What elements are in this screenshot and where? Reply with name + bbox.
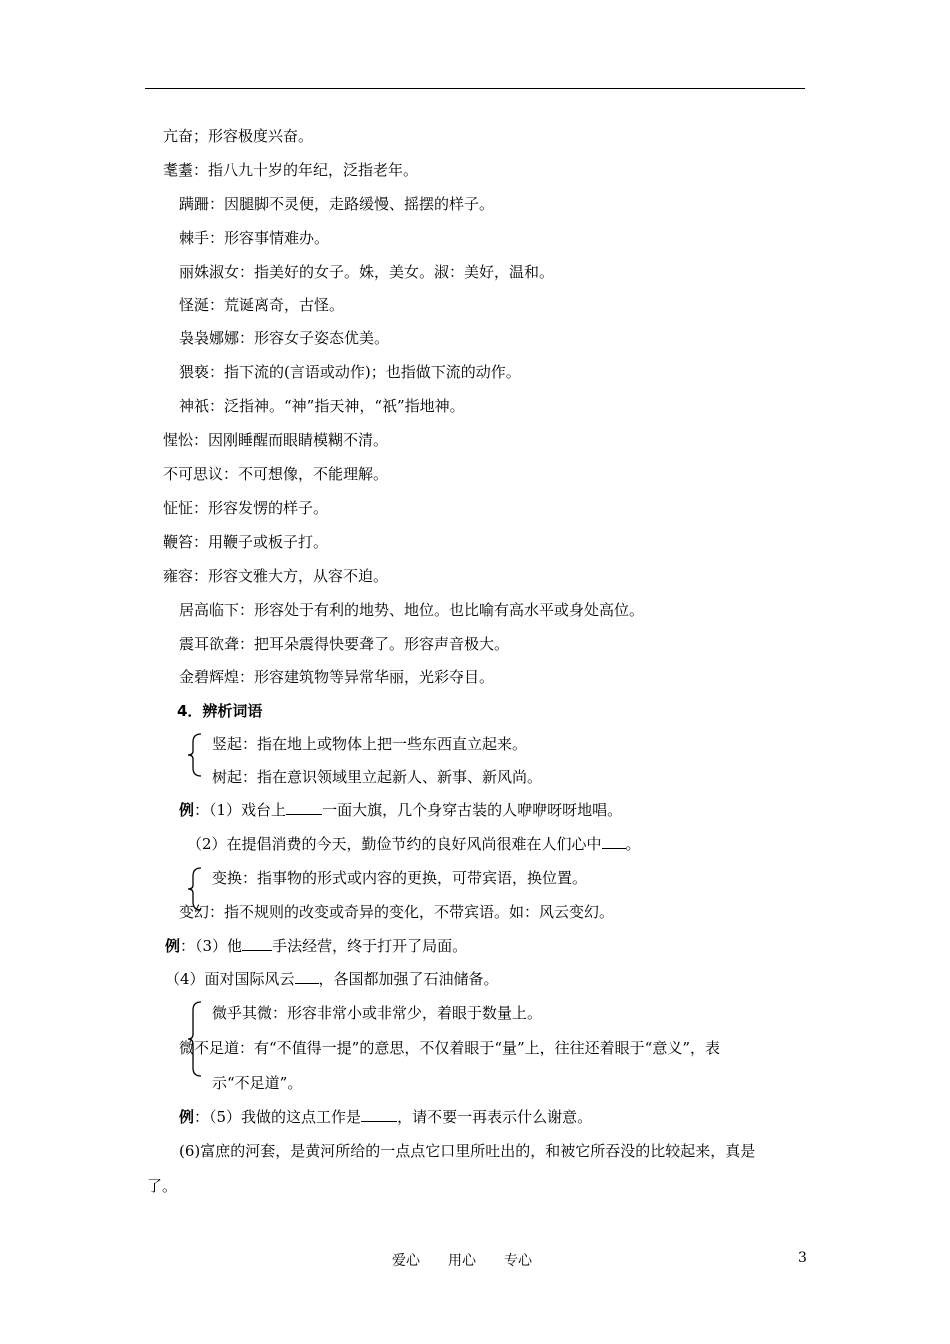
term-definition: 竖起：指在地上或物体上把一些东西直立起来。 <box>212 735 528 753</box>
example-5: 例：（5）我做的这点工作是 ，请不要一再表示什么谢意。 <box>179 1108 593 1126</box>
term-definition: 树起：指在意识领域里立起新人、新事、新风尚。 <box>212 768 543 786</box>
definition-line: 鞭笞：用鞭子或板子打。 <box>163 533 329 551</box>
example-2: （2）在提倡消费的今天，勤俭节约的良好风尚很难在人们心中 。 <box>187 835 641 853</box>
term-definition: 变幻：指不规则的改变或奇异的变化，不带宾语。如：风云变幻。 <box>179 903 615 921</box>
answer-blank <box>286 800 322 815</box>
answer-blank <box>361 1107 397 1122</box>
example-label: 例 <box>179 801 195 819</box>
definition-line: 棘手：形容事情难办。 <box>179 229 330 247</box>
term-definition: 微乎其微：形容非常小或非常少，着眼于数量上。 <box>212 1004 543 1022</box>
definition-line: 居高临下：形容处于有利的地势、地位。也比喻有高水平或身处高位。 <box>179 601 645 619</box>
definition-line: 神祇：泛指神。“神”指天神，“祇”指地神。 <box>179 397 465 415</box>
page-number: 3 <box>798 1250 807 1266</box>
definition-line: 蹒跚：因腿脚不灵便，走路缓慢、摇摆的样子。 <box>179 195 495 213</box>
answer-blank <box>242 936 272 951</box>
example-label: 例 <box>179 1108 195 1126</box>
example-1: 例：（1）戏台上 一面大旗，几个身穿古装的人咿咿呀呀地唱。 <box>179 801 623 819</box>
definition-line: 雍容：形容文雅大方，从容不迫。 <box>163 567 389 585</box>
term-definition: 微不足道：有“不值得一提”的意思，不仅着眼于“量”上，往往还着眼于“意义”，表 <box>179 1039 721 1057</box>
example-3: 例：（3）他 手法经营，终于打开了局面。 <box>165 937 468 955</box>
definition-line: 亢奋；形容极度兴奋。 <box>163 127 314 145</box>
term-definition: 变换：指事物的形式或内容的更换，可带宾语，换位置。 <box>212 869 588 887</box>
answer-blank <box>295 969 319 984</box>
definition-line: 震耳欲聋：把耳朵震得快要聋了。形容声音极大。 <box>179 635 510 653</box>
answer-blank <box>602 834 626 849</box>
header-rule <box>145 88 805 89</box>
definition-line: 猥亵：指下流的(言语或动作)；也指做下流的动作。 <box>179 363 521 381</box>
definition-line: 耄耋：指八九十岁的年纪，泛指老年。 <box>163 161 419 179</box>
term-definition-cont: 示“不足道”。 <box>212 1074 303 1092</box>
definition-line: 丽姝淑女：指美好的女子。姝，美女。淑：美好，温和。 <box>179 263 555 281</box>
footer-text: 爱心 用心 专心 <box>392 1253 532 1269</box>
definition-line: 金碧辉煌：形容建筑物等异常华丽，光彩夺目。 <box>179 668 495 686</box>
example-label: 例 <box>165 937 181 955</box>
definition-line: 怔怔：形容发愣的样子。 <box>163 499 329 517</box>
section-title: 4．辨析词语 <box>177 702 263 720</box>
example-4: （4）面对国际风云 ，各国都加强了石油储备。 <box>165 970 499 988</box>
example-6-cont: 了。 <box>147 1177 178 1195</box>
example-6: (6)富庶的河套，是黄河所给的一点点它口里所吐出的，和被它所吞没的比较起来，真是 <box>179 1142 756 1160</box>
definition-line: 袅袅娜娜：形容女子姿态优美。 <box>179 329 390 347</box>
definition-line: 不可思议：不可想像，不能理解。 <box>163 465 389 483</box>
brace-icon <box>186 732 204 778</box>
definition-line: 怪涎：荒诞离奇，古怪。 <box>179 296 345 314</box>
definition-line: 惺忪：因刚睡醒而眼睛模糊不清。 <box>163 431 389 449</box>
